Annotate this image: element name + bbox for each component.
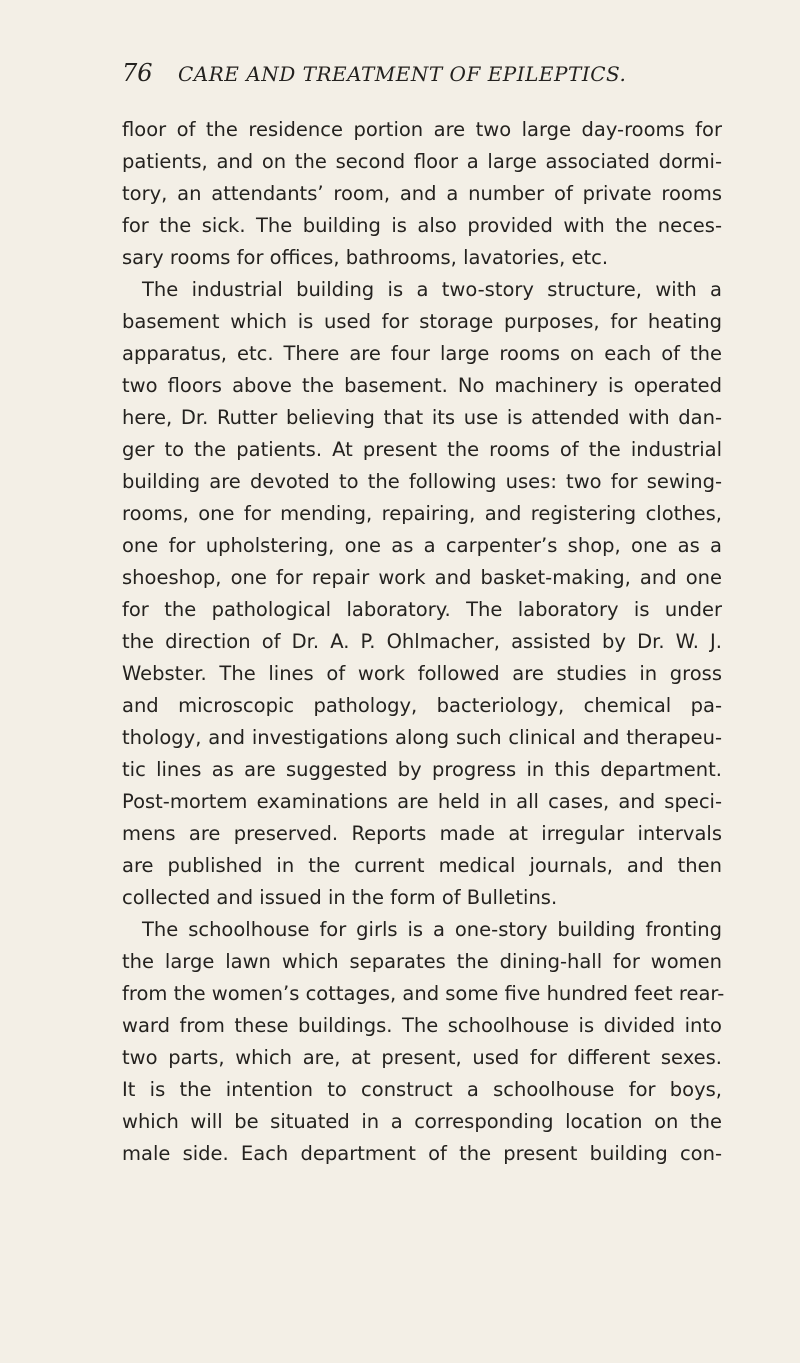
text-line: Webster. The lines of work followed are studies in gross	[122, 662, 722, 685]
text-line: ward from these buildings. The schoolhouse is divided into	[122, 1014, 722, 1037]
text-line: the direction of Dr. A. P. Ohlmacher, assisted by Dr. W. J.	[122, 630, 722, 653]
text-line: are published in the current medical journals, and then	[122, 854, 722, 877]
text-line: rooms, one for mending, repairing, and registering clothes,	[122, 502, 722, 525]
text-line: male side. Each department of the present building con-	[122, 1142, 722, 1165]
text-line: basement which is used for storage purposes, for heating	[122, 310, 722, 333]
text-line: The industrial building is a two-story structure, with a	[142, 278, 722, 301]
text-line: ger to the patients. At present the rooms of the industrial	[122, 438, 722, 461]
text-line: mens are preserved. Reports made at irregular intervals	[122, 822, 722, 845]
body-text	[122, 114, 725, 1170]
text-line: The schoolhouse for girls is a one-story building fronting	[142, 918, 722, 941]
text-line: shoeshop, one for repair work and basket-making, and one	[122, 566, 722, 589]
text-line: building are devoted to the following uses: two for sewing-	[122, 470, 722, 493]
text-line: tic lines as are suggested by progress in this department.	[122, 758, 722, 781]
text-line: floor of the residence portion are two large day-rooms for	[122, 118, 722, 141]
text-line: It is the intention to construct a schoolhouse for boys,	[122, 1078, 722, 1101]
text-line: apparatus, etc. There are four large rooms on each of the	[122, 342, 722, 365]
text-line: two parts, which are, at present, used for different sexes.	[122, 1046, 722, 1069]
text-line: thology, and investigations along such clinical and therapeu-	[122, 726, 722, 749]
text-line: collected and issued in the form of Bulletins.	[122, 886, 558, 909]
text-line: and microscopic pathology, bacteriology, chemical pa-	[122, 694, 722, 717]
running-head	[122, 58, 722, 92]
text-line: one for upholstering, one as a carpenter’s shop, one as a	[122, 534, 722, 557]
text-line: for the pathological laboratory. The laboratory is under	[122, 598, 722, 621]
text-line: from the women’s cottages, and some five hundred feet rear-	[122, 982, 725, 1005]
text-line: sary rooms for offices, bathrooms, lavatories, etc.	[122, 246, 609, 269]
text-line: which will be situated in a corresponding location on the	[122, 1110, 722, 1133]
running-head-title: CARE AND TREATMENT OF EPILEPTICS.	[178, 62, 627, 86]
text-line: the large lawn which separates the dining-hall for women	[122, 950, 722, 973]
text-line: here, Dr. Rutter believing that its use is attended with dan-	[122, 406, 722, 429]
text-line: for the sick. The building is also provided with the neces-	[122, 214, 722, 237]
text-line: patients, and on the second floor a large associated dormi-	[122, 150, 722, 173]
text-line: Post-mortem examinations are held in all cases, and speci-	[122, 790, 722, 813]
page-number: 76	[122, 59, 153, 87]
text-line: tory, an attendants’ room, and a number of private rooms	[122, 182, 722, 205]
text-line: two floors above the basement. No machinery is operated	[122, 374, 722, 397]
